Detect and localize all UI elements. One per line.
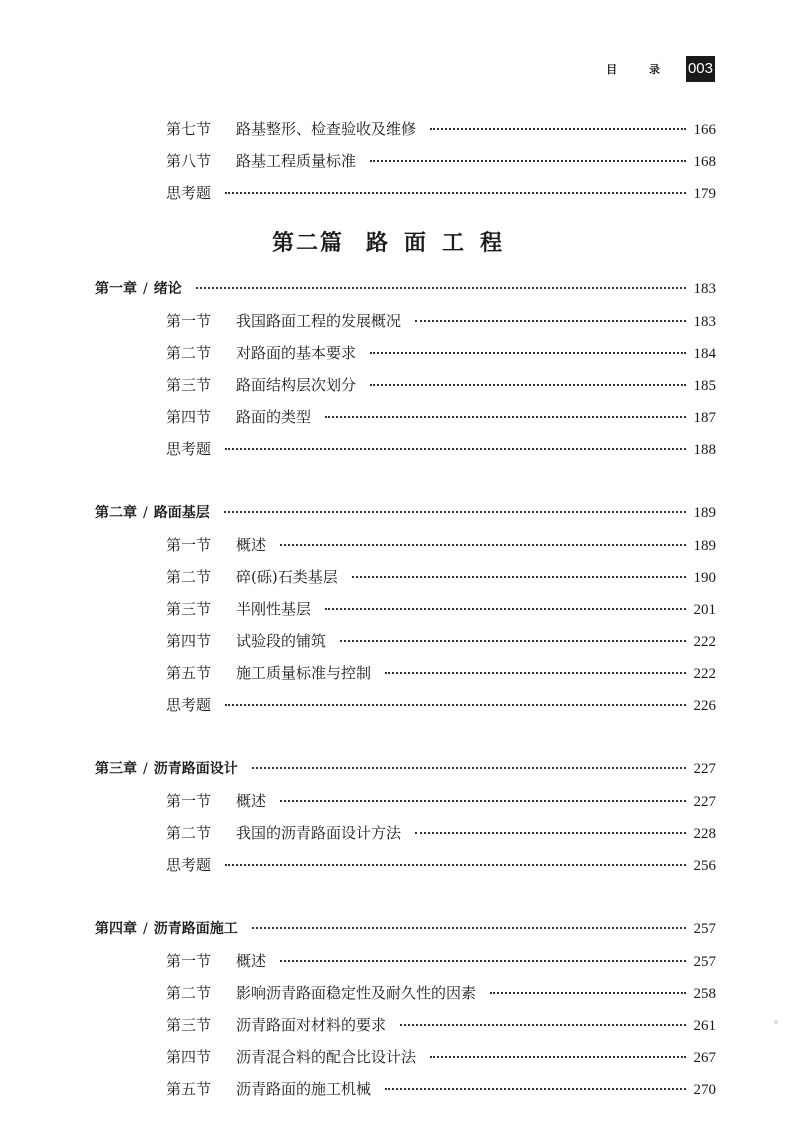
dot-leader	[415, 832, 685, 834]
toc-entry-row	[166, 150, 716, 174]
section-number: 第二节	[166, 568, 212, 586]
toc-entry-row	[166, 630, 716, 654]
toc-entry-row	[166, 310, 716, 334]
section-title: 施工质量标准与控制	[236, 664, 372, 682]
dot-leader	[490, 992, 685, 994]
dot-leader	[280, 800, 685, 802]
section-number: 第四节	[166, 632, 212, 650]
section-number: 第二节	[166, 824, 212, 842]
dot-leader	[325, 416, 685, 418]
toc-entry-text	[166, 150, 356, 171]
chapter-heading	[95, 918, 238, 938]
toc-entry-row	[166, 438, 716, 462]
page-number: 188	[693, 442, 716, 458]
dot-leader	[352, 576, 686, 578]
chapter-label: 第四章	[95, 921, 137, 937]
dot-leader	[252, 767, 686, 769]
toc-entry-text	[166, 662, 371, 683]
part-name: 路面工程	[366, 231, 519, 256]
chapter-row	[95, 278, 716, 302]
chapter-separator: /	[143, 281, 148, 297]
part-number-label: 第二篇	[271, 231, 344, 256]
dot-leader	[225, 192, 685, 194]
header-label: 目 录	[606, 63, 674, 76]
toc-entry-text	[166, 566, 338, 587]
section-number: 思考题	[166, 184, 212, 202]
page-number: 227	[693, 761, 716, 777]
section-number: 第二节	[166, 984, 212, 1002]
toc-entry-row	[166, 374, 716, 398]
page-number: 184	[693, 346, 716, 362]
chapter-row	[95, 502, 716, 526]
section-number: 第五节	[166, 1080, 212, 1098]
page-number: 201	[693, 602, 716, 618]
toc-entry-text	[166, 534, 266, 555]
toc-entry-row	[166, 822, 716, 846]
toc-entry-row	[166, 182, 716, 206]
toc-entry-row	[166, 534, 716, 558]
toc-entry-text	[166, 342, 356, 363]
page-number: 190	[693, 570, 716, 586]
dot-leader	[225, 704, 685, 706]
toc-entry-row	[166, 982, 716, 1006]
section-title: 沥青混合料的配合比设计法	[236, 1048, 417, 1066]
toc-entry-text	[166, 822, 401, 843]
toc-entry-text	[166, 982, 476, 1003]
section-number: 第一节	[166, 536, 212, 554]
page-number: 226	[693, 698, 716, 714]
page-number: 187	[693, 410, 716, 426]
toc-entry-text	[166, 182, 211, 203]
page-number: 189	[693, 505, 716, 521]
chapter-heading	[95, 278, 182, 298]
dot-leader	[224, 511, 686, 513]
section-title: 半刚性基层	[236, 600, 312, 618]
toc-entry-text	[166, 630, 326, 651]
page-number: 189	[693, 538, 716, 554]
chapter-title: 路面基层	[153, 505, 210, 521]
toc-entry-text	[166, 438, 211, 459]
section-title: 试验段的铺筑	[236, 632, 327, 650]
page-speck	[774, 1020, 778, 1024]
dot-leader	[340, 640, 685, 642]
chapter-heading	[95, 758, 238, 778]
page-number-box: 003	[686, 56, 715, 82]
dot-leader	[415, 320, 685, 322]
page-number: 261	[693, 1018, 716, 1034]
toc-entry-row	[166, 662, 716, 686]
section-title: 碎(砾)石类基层	[236, 568, 338, 586]
page-number: 258	[693, 986, 716, 1002]
toc-entry-row	[166, 118, 716, 142]
section-title: 路面的类型	[236, 408, 312, 426]
section-number: 思考题	[166, 440, 212, 458]
chapter-separator: /	[143, 761, 148, 777]
page-number: 183	[693, 281, 716, 297]
section-number: 第一节	[166, 952, 212, 970]
toc-entry-text	[166, 854, 211, 875]
chapter-row	[95, 758, 716, 782]
toc-entry-text	[166, 790, 266, 811]
toc-entry-text	[166, 950, 266, 971]
page-number: 183	[693, 314, 716, 330]
section-number: 第四节	[166, 1048, 212, 1066]
section-title: 概述	[236, 952, 267, 970]
section-title: 影响沥青路面稳定性及耐久性的因素	[236, 984, 477, 1002]
page-number: 185	[693, 378, 716, 394]
toc-entry-row	[166, 1046, 716, 1070]
section-title: 路基工程质量标准	[236, 152, 357, 170]
chapter-heading	[95, 502, 210, 522]
chapter-title: 沥青路面施工	[153, 921, 238, 937]
dot-leader	[430, 1056, 685, 1058]
chapter-title: 绪论	[153, 281, 182, 297]
section-number: 第三节	[166, 376, 212, 394]
section-title: 我国路面工程的发展概况	[236, 312, 402, 330]
section-title: 概述	[236, 536, 267, 554]
section-title: 沥青路面对材料的要求	[236, 1016, 387, 1034]
dot-leader	[385, 672, 685, 674]
page-number: 267	[693, 1050, 716, 1066]
section-title: 对路面的基本要求	[236, 344, 357, 362]
section-number: 思考题	[166, 696, 212, 714]
page-number: 227	[693, 794, 716, 810]
dot-leader	[400, 1024, 685, 1026]
section-number: 第八节	[166, 152, 212, 170]
section-number: 第一节	[166, 312, 212, 330]
dot-leader	[280, 960, 685, 962]
toc-entry-row	[166, 854, 716, 878]
toc-entry-text	[166, 1046, 416, 1067]
chapter-label: 第三章	[95, 761, 137, 777]
toc-entry-row	[166, 1014, 716, 1038]
toc-entry-row	[166, 598, 716, 622]
section-title: 沥青路面的施工机械	[236, 1080, 372, 1098]
chapter-separator: /	[143, 921, 148, 937]
toc-entry-row	[166, 790, 716, 814]
section-title: 路基整形、检查验收及维修	[236, 120, 417, 138]
chapter-label: 第二章	[95, 505, 137, 521]
section-number: 第五节	[166, 664, 212, 682]
dot-leader	[225, 448, 685, 450]
page-number: 257	[693, 921, 716, 937]
page-number: 179	[693, 186, 716, 202]
section-title: 我国的沥青路面设计方法	[236, 824, 402, 842]
toc-entry-text	[166, 118, 416, 139]
part-title	[0, 226, 790, 257]
page-number: 166	[693, 122, 716, 138]
toc-entry-row	[166, 406, 716, 430]
dot-leader	[196, 287, 686, 289]
chapter-label: 第一章	[95, 281, 137, 297]
dot-leader	[370, 160, 685, 162]
toc-entry-row	[166, 566, 716, 590]
dot-leader	[252, 927, 686, 929]
section-number: 第一节	[166, 792, 212, 810]
chapter-separator: /	[143, 505, 148, 521]
toc-entry-text	[166, 598, 311, 619]
toc-entry-row	[166, 342, 716, 366]
dot-leader	[370, 384, 685, 386]
page-number: 168	[693, 154, 716, 170]
toc-entry-text	[166, 406, 311, 427]
toc-entry-text	[166, 1078, 371, 1099]
toc-entry-row	[166, 950, 716, 974]
toc-entry-text	[166, 374, 356, 395]
toc-entry-row	[166, 1078, 716, 1102]
dot-leader	[370, 352, 685, 354]
dot-leader	[325, 608, 685, 610]
page-number: 256	[693, 858, 716, 874]
page-number: 270	[693, 1082, 716, 1098]
section-number: 第二节	[166, 344, 212, 362]
dot-leader	[280, 544, 685, 546]
page-number: 222	[693, 666, 716, 682]
dot-leader	[385, 1088, 685, 1090]
section-title: 概述	[236, 792, 267, 810]
section-number: 思考题	[166, 856, 212, 874]
section-number: 第三节	[166, 1016, 212, 1034]
dot-leader	[430, 128, 685, 130]
page-number: 257	[693, 954, 716, 970]
page-header	[606, 56, 715, 82]
section-title: 路面结构层次划分	[236, 376, 357, 394]
chapter-row	[95, 918, 716, 942]
dot-leader	[225, 864, 685, 866]
section-number: 第七节	[166, 120, 212, 138]
chapter-title: 沥青路面设计	[153, 761, 238, 777]
toc-entry-text	[166, 1014, 386, 1035]
section-number: 第四节	[166, 408, 212, 426]
toc-entry-text	[166, 310, 401, 331]
page-number: 222	[693, 634, 716, 650]
toc-entry-row	[166, 694, 716, 718]
section-number: 第三节	[166, 600, 212, 618]
page-number: 228	[693, 826, 716, 842]
toc-entry-text	[166, 694, 211, 715]
